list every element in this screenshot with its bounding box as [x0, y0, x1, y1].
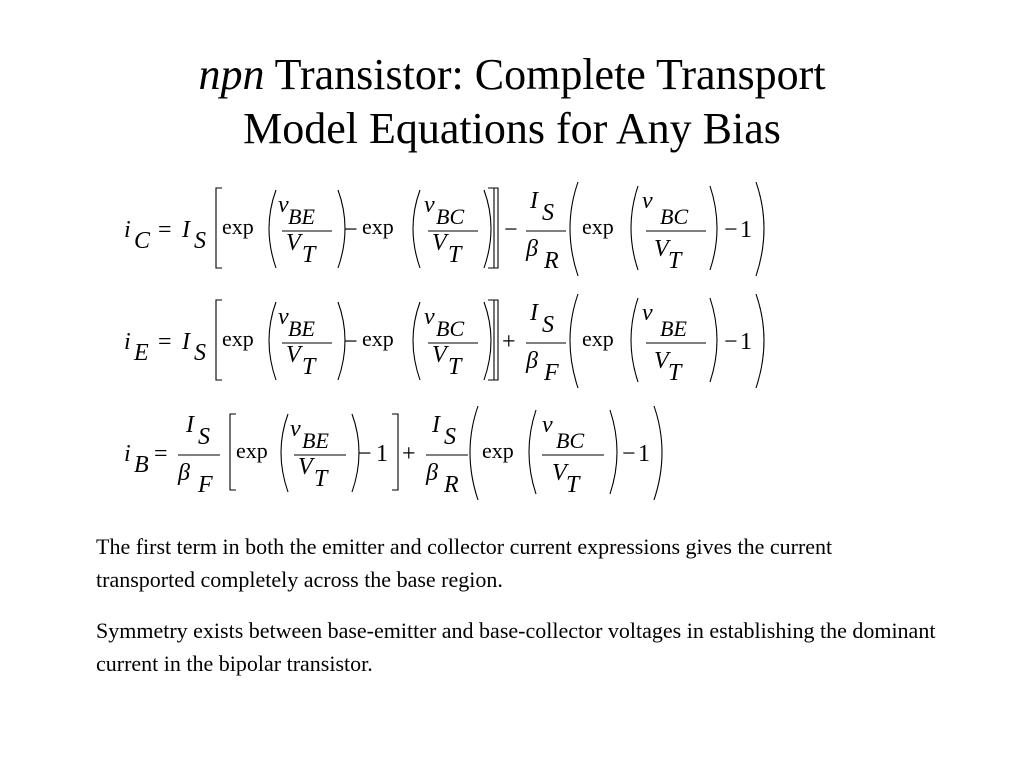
ib-beta-1: β: [178, 460, 190, 486]
ic-is-sub: S: [194, 228, 206, 254]
ie-vt-1-sub: T: [302, 354, 316, 380]
ie-beta: β: [526, 348, 538, 374]
ic-i: i: [124, 217, 131, 243]
ib-minus-2: −: [622, 441, 636, 467]
ic-minus-3: −: [724, 217, 738, 243]
ic-paren-4-left: [631, 186, 638, 270]
ic-is: I: [182, 217, 190, 243]
equation-ib: [124, 406, 662, 500]
ic-paren-3-right: [756, 182, 764, 276]
ib-frac-3-is-sub: S: [444, 424, 456, 450]
ic-paren-3-left: [570, 182, 578, 276]
title-line-1: [0, 48, 1024, 102]
ie-paren-1-left: [269, 302, 276, 380]
ie-is-sub: S: [194, 340, 206, 366]
ib-beta-1-sub: F: [198, 472, 213, 498]
ic-exp-2: exp: [362, 214, 394, 239]
ib-eq: =: [154, 441, 168, 467]
ie-paren-3-right: [756, 294, 764, 388]
ie-one: 1: [740, 329, 752, 355]
transport-model-equations: [112, 176, 772, 506]
ib-one-1: 1: [376, 441, 388, 467]
ie-bracket-right: [488, 300, 498, 380]
ib-frac-3-is: I: [432, 412, 440, 438]
ie-v-3: v: [642, 300, 653, 326]
paragraph-first-term: The first term in both the emitter and collector current expressions gives the current transported completely across the base region.: [96, 534, 833, 592]
ic-exp-3: exp: [582, 214, 614, 239]
ib-plus: +: [402, 441, 416, 467]
ic-frac-is: I: [530, 188, 538, 214]
ic-minus-2: −: [504, 217, 518, 243]
ie-frac-is-sub: S: [542, 312, 554, 338]
ib-sub-b: B: [134, 452, 149, 478]
ic-v-2-sub: BC: [436, 204, 465, 229]
ie-v-1-sub: BE: [288, 316, 315, 341]
ib-paren-2-right: [654, 406, 662, 500]
ie-vt-3: V: [654, 348, 669, 374]
ie-paren-2-left: [413, 302, 420, 380]
ib-paren-2-left: [470, 406, 478, 500]
ic-paren-1-left: [269, 190, 276, 268]
ic-v-1: v: [278, 192, 289, 218]
ib-beta-2: β: [426, 460, 438, 486]
ie-v-1: v: [278, 304, 289, 330]
ib-exp-2: exp: [482, 438, 514, 463]
ic-paren-2-right: [484, 190, 491, 268]
ib-vt-1-sub: T: [314, 466, 328, 492]
ic-v-3-sub: BC: [660, 204, 689, 229]
ib-frac-1-is-sub: S: [198, 424, 210, 450]
paragraph-symmetry: Symmetry exists between base-emitter and base-collector voltages in establishing the dominant current in the bipolar transistor.: [96, 618, 936, 676]
ib-v-2-sub: BC: [556, 428, 585, 453]
ib-v-1: v: [290, 416, 301, 442]
ic-frac-is-sub: S: [542, 200, 554, 226]
ie-paren-2-right: [484, 302, 491, 380]
ib-bracket-right: [392, 414, 398, 490]
ic-minus-1: −: [344, 217, 358, 243]
ie-minus-1: −: [344, 329, 358, 355]
ie-eq: =: [158, 329, 172, 355]
ie-sub-e: E: [134, 340, 149, 366]
ib-one-2: 1: [638, 441, 650, 467]
ic-one: 1: [740, 217, 752, 243]
ic-paren-4-right: [710, 186, 717, 270]
ic-eq: =: [158, 217, 172, 243]
ib-exp-1: exp: [236, 438, 268, 463]
ib-vt-2: V: [552, 460, 567, 486]
ie-plus: +: [502, 329, 516, 355]
ie-paren-4-left: [631, 298, 638, 382]
ib-v-2: v: [542, 412, 553, 438]
ie-exp-2: exp: [362, 326, 394, 351]
ie-beta-sub: F: [544, 360, 559, 386]
ie-v-3-sub: BE: [660, 316, 687, 341]
ic-exp-1: exp: [222, 214, 254, 239]
ic-vt-1: V: [286, 230, 301, 256]
ic-vt-3: V: [654, 236, 669, 262]
ic-beta-sub: R: [544, 248, 559, 274]
ic-v-2: v: [424, 192, 435, 218]
slide-title: [0, 48, 1024, 156]
title-npn: npn: [198, 50, 265, 99]
ic-v-1-sub: BE: [288, 204, 315, 229]
ie-vt-2-sub: T: [448, 354, 462, 380]
ie-v-2-sub: BC: [436, 316, 465, 341]
ic-vt-3-sub: T: [668, 248, 682, 274]
ib-vt-1: V: [298, 454, 313, 480]
ic-sub-c: C: [134, 228, 151, 254]
ie-minus-3: −: [724, 329, 738, 355]
ie-frac-is: I: [530, 300, 538, 326]
ib-vt-2-sub: T: [566, 472, 580, 498]
ie-is: I: [182, 329, 190, 355]
ie-vt-2: V: [432, 342, 447, 368]
title-line-2: Model Equations for Any Bias: [243, 104, 781, 153]
equation-ie: [124, 294, 764, 388]
ie-v-2: v: [424, 304, 435, 330]
ib-paren-1-left: [281, 414, 288, 492]
ie-i: i: [124, 329, 131, 355]
ie-vt-1: V: [286, 342, 301, 368]
ie-exp-1: exp: [222, 326, 254, 351]
ic-bracket-right: [488, 188, 498, 268]
ic-v-3: v: [642, 188, 653, 214]
ie-paren-3-left: [570, 294, 578, 388]
ic-vt-2: V: [432, 230, 447, 256]
ic-paren-2-left: [413, 190, 420, 268]
ib-paren-3-left: [529, 410, 536, 494]
ic-vt-2-sub: T: [448, 242, 462, 268]
ib-paren-3-right: [610, 410, 617, 494]
ie-vt-3-sub: T: [668, 360, 682, 386]
ib-i: i: [124, 441, 131, 467]
equation-ic: [124, 182, 764, 276]
title-line-1-rest: Transistor: Complete Transport: [264, 50, 826, 99]
ic-beta: β: [526, 236, 538, 262]
ib-v-1-sub: BE: [302, 428, 329, 453]
ie-exp-3: exp: [582, 326, 614, 351]
ic-vt-1-sub: T: [302, 242, 316, 268]
ie-paren-4-right: [710, 298, 717, 382]
ib-beta-2-sub: R: [444, 472, 459, 498]
ib-frac-1-is: I: [186, 412, 194, 438]
ib-minus-1: −: [358, 441, 372, 467]
